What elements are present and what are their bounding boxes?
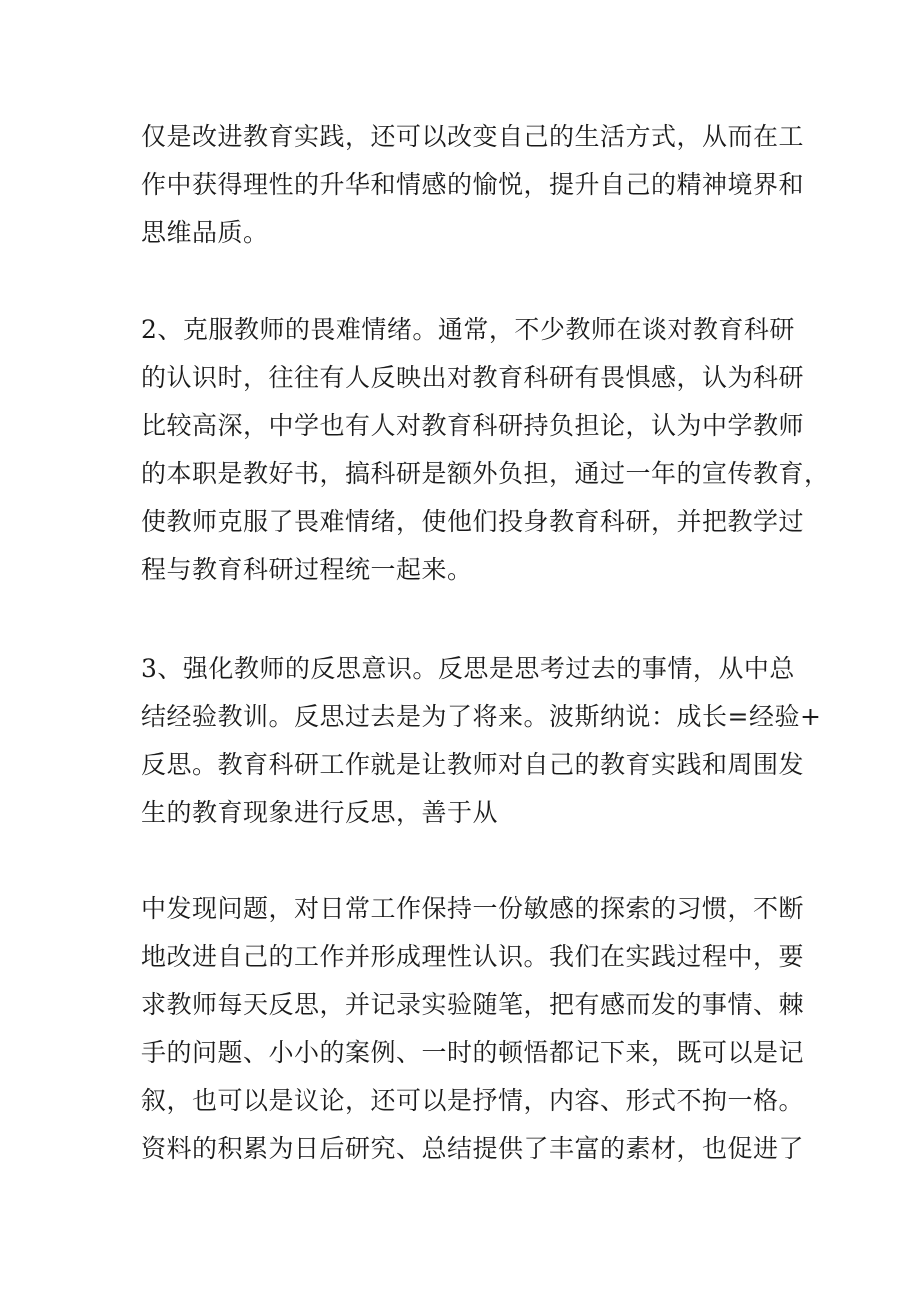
text-line: 叙，也可以是议论，还可以是抒情，内容、形式不拘一格。 (141, 1086, 805, 1115)
text-line: 反思。教育科研工作就是让教师对自己的教育实践和周围发 (141, 750, 805, 779)
text-line: 资料的积累为日后研究、总结提供了丰富的素材，也促进了 (141, 1134, 805, 1163)
paragraph-1 (141, 113, 805, 257)
text-line: 求教师每天反思，并记录实验随笔，把有感而发的事情、棘 (141, 990, 805, 1019)
paragraph-4 (141, 885, 805, 1173)
text-line: 程与教育科研过程统一起来。 (141, 555, 473, 584)
text-line: 生的教育现象进行反思，善于从 (141, 798, 499, 827)
paragraph-3 (141, 645, 822, 837)
text-line: 比较高深，中学也有人对教育科研持负担论，认为中学教师 (141, 411, 805, 440)
text-line: 2、克服教师的畏难情绪。通常，不少教师在谈对教育科研 (141, 315, 795, 344)
text-line: 地改进自己的工作并形成理性认识。我们在实践过程中，要 (141, 942, 805, 971)
text-line: 使教师克服了畏难情绪，使他们投身教育科研，并把教学过 (141, 507, 805, 536)
text-line: 手的问题、小小的案例、一时的顿悟都记下来，既可以是记 (141, 1038, 805, 1067)
text-line: 结经验教训。反思过去是为了将来。波斯纳说：成长=经验+ (141, 702, 822, 731)
text-line: 仅是改进教育实践，还可以改变自己的生活方式，从而在工 (141, 122, 805, 151)
text-line: 中发现问题，对日常工作保持一份敏感的探索的习惯，不断 (141, 894, 805, 923)
text-line: 的认识时，往往有人反映出对教育科研有畏惧感，认为科研 (141, 363, 805, 392)
text-line: 思维品质。 (141, 218, 269, 247)
text-line: 作中获得理性的升华和情感的愉悦，提升自己的精神境界和 (141, 170, 805, 199)
paragraph-2 (141, 306, 830, 594)
text-line: 3、强化教师的反思意识。反思是思考过去的事情，从中总 (141, 654, 795, 683)
text-line: 的本职是教好书，搞科研是额外负担，通过一年的宣传教育， (141, 459, 830, 488)
